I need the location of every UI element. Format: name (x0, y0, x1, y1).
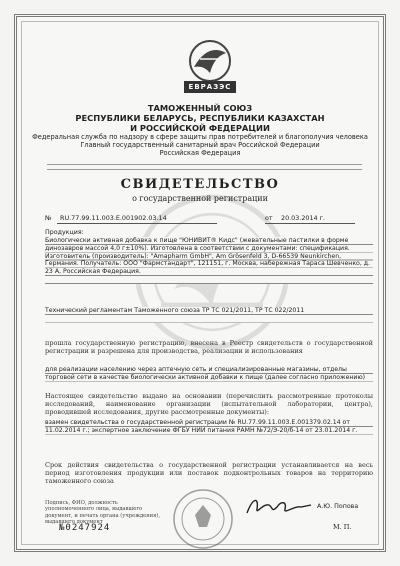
signatory-name: А.Ю. Попова (317, 503, 359, 510)
underline (57, 223, 217, 224)
union-heading: ТАМОЖЕННЫЙ СОЮЗ (147, 103, 253, 113)
conformity-standards: Технический регламентам Таможенного союза ТР ТС 021/2011, ТР ТС 022/2011 (45, 307, 373, 323)
authority-line: Федеральная служба по надзору в сфере защиты прав потребителей и благополучия человека (32, 133, 368, 141)
seal-place-label: М. П. (333, 523, 352, 531)
product-description: Биологически активная добавка к пище "ЮНИВИТ® Кидс" (жевательные пастилки в форме динозавров массой 4,0 г±10%). Изготовлена в соответствии с документами: спецификация. Изготовитель (производитель): "Amapharm GmbH", Am Grösenfeld 3, D-66539 Neunkirchen, Германия. Получатель: ООО "Фармстандарт", 121151, г. Москва, набережная Тараса Шевченко, д. 23 А, Российская Федерация. (45, 237, 373, 284)
emblem-icon (178, 37, 242, 83)
basis-statement: Настоящее свидетельство выдано на основании (перечислить рассмотренные протоколы исследований, наименование организации (испытательной лаборатории, центра), проводившей исследования, другие рассмотренные документы): (45, 392, 373, 417)
registration-statement: прошла государственную регистрацию, внесена в Реестр свидетельств о государственной регистрации и разрешена для производства, реализации и использования (45, 339, 373, 356)
authority-line: Российская Федерация (159, 149, 241, 157)
authority-line: Главный государственный санитарный врач Российской Федерации (80, 141, 320, 149)
republics-heading: РЕСПУБЛИКИ БЕЛАРУСЬ, РЕСПУБЛИКИ КАЗАХСТАН (75, 113, 325, 123)
basis-documents: взамен свидетельства о государственной регистрации № RU.77.99.11.003.E.001379.02.14 от 11.02.2014 г.; экспертное заключение ФГБУ НИИ питания РАМН №72/Э-20/б-14 от 23.01.2014 г. (45, 419, 373, 435)
signature-label: Подпись, ФИО, должность уполномоченного лица, выдавшего документ, и печать органа (учреждения), выдавшего документ (45, 500, 161, 525)
euraes-logo (178, 37, 242, 99)
product-label: Продукция: (45, 229, 84, 236)
emblem-caption: ЕВРАЗЭС (184, 81, 236, 93)
federation-heading: И РОССИЙСКОЙ ФЕДЕРАЦИИ (130, 123, 270, 133)
handwritten-signature (243, 495, 315, 519)
official-seal (171, 487, 235, 551)
certificate-sheet (14, 14, 386, 552)
document-title: СВИДЕТЕЛЬСТВО (120, 177, 280, 192)
issuing-authority (17, 133, 383, 157)
document-subtitle: о государственной регистрации (132, 194, 268, 203)
registration-number: RU.77.99.11.003.E.001902.03.14 (60, 214, 167, 222)
validity-statement: Срок действия свидетельства о государственной регистрации устанавливается на весь период изготовления продукции или поставок подконтрольных товаров на территорию таможенного союза (45, 461, 373, 486)
usage-scope: для реализации населению через аптечную сеть и специализированные магазины, отделы торговой сети в качестве биологически активной добавки к пище (далее согласно приложению) (45, 366, 373, 382)
underline (265, 223, 355, 224)
microtext-line (47, 164, 362, 170)
date-label: от (265, 214, 273, 222)
form-serial-number: №0247924 (59, 523, 111, 533)
registration-date: 20.03.2014 г. (281, 214, 326, 222)
number-label: № (45, 214, 52, 222)
